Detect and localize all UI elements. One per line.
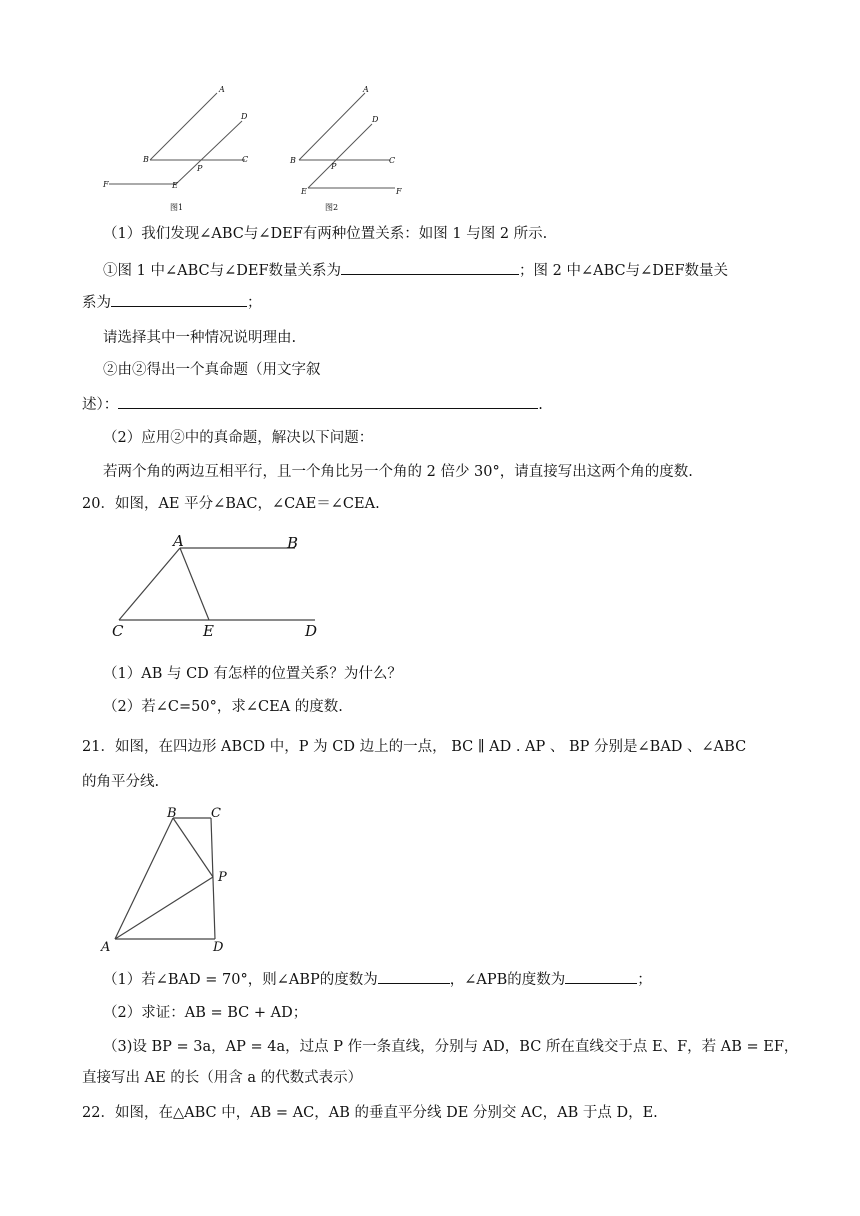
label-A: A bbox=[363, 85, 369, 94]
q19-problem: 若两个角的两边互相平行，且一个角比另一个角的 2 倍少 30°，请直接写出这两个角的度数. bbox=[103, 464, 693, 480]
label-C: C bbox=[112, 622, 124, 640]
figure-1 bbox=[95, 80, 265, 215]
q21-part3-cont: 直接写出 AE 的长（用含 a 的代数式表示） bbox=[82, 1070, 363, 1086]
q19-part2: ②由②得出一个真命题（用文字叙 bbox=[103, 362, 321, 378]
q19-text-c: 系为 bbox=[82, 295, 111, 311]
q19-part1: （1）我们发现∠ABC与∠DEF有两种位置关系：如图 1 与图 2 所示. bbox=[103, 226, 548, 242]
q19-text-a: ①图 1 中∠ABC与∠DEF数量关系为 bbox=[103, 263, 342, 279]
label-E: E bbox=[172, 181, 178, 190]
q19-application: （2）应用②中的真命题，解决以下问题： bbox=[103, 430, 374, 446]
q19-reason: 请选择其中一种情况说明理由. bbox=[103, 330, 297, 346]
q21-stem-line2: 的角平分线. bbox=[82, 774, 160, 790]
figure-1-caption: 图1 bbox=[170, 203, 184, 212]
label-C: C bbox=[242, 155, 249, 164]
q21-part3: （3)设 BP = 3a，AP = 4a，过点 P 作一条直线，分别与 AD，BC 所在直线交于点 E、F，若 AB = EF， bbox=[103, 1039, 799, 1055]
q19-text-b: ；图 2 中∠ABC与∠DEF数量关 bbox=[519, 263, 729, 279]
label-E: E bbox=[301, 187, 307, 196]
q21-part1 bbox=[103, 969, 652, 990]
q19-text-e: 述）： bbox=[82, 397, 119, 413]
label-D: D bbox=[241, 112, 248, 121]
label-F: F bbox=[396, 187, 402, 196]
q19-part2-line bbox=[82, 394, 543, 415]
q19-part1-line2 bbox=[82, 292, 262, 313]
label-F: F bbox=[103, 180, 109, 189]
label-B: B bbox=[287, 534, 299, 552]
label-E: E bbox=[203, 622, 214, 640]
label-D: D bbox=[213, 940, 224, 955]
answer-blank-2[interactable] bbox=[111, 292, 247, 307]
label-A: A bbox=[173, 532, 184, 550]
q21-text-c: ； bbox=[637, 972, 652, 988]
q19-part1-line1 bbox=[103, 260, 728, 281]
label-C: C bbox=[211, 806, 221, 821]
label-A: A bbox=[101, 940, 111, 955]
q20-stem: 20．如图，AE 平分∠BAC，∠CAE＝∠CEA. bbox=[82, 496, 380, 512]
label-P: P bbox=[218, 870, 227, 885]
label-D: D bbox=[372, 115, 379, 124]
q21-text-a: （1）若∠BAD = 70°，则∠ABP的度数为 bbox=[103, 972, 378, 988]
q20-part1: （1）AB 与 CD 有怎样的位置关系？为什么？ bbox=[103, 666, 402, 682]
q21-part2: （2）求证：AB = BC + AD； bbox=[103, 1005, 308, 1021]
label-C: C bbox=[389, 156, 396, 165]
q20-part2: （2）若∠C=50°，求∠CEA 的度数. bbox=[103, 699, 343, 715]
figure-2-caption: 图2 bbox=[325, 203, 339, 212]
figure-q21 bbox=[95, 805, 245, 955]
answer-blank-4[interactable] bbox=[378, 969, 450, 984]
label-D: D bbox=[305, 622, 318, 640]
answer-blank-1[interactable] bbox=[341, 260, 519, 275]
label-B: B bbox=[290, 156, 296, 165]
figure-q20 bbox=[105, 530, 335, 645]
q22-stem: 22．如图，在△ABC 中，AB = AC，AB 的垂直平分线 DE 分别交 AC，AB 于点 D，E. bbox=[82, 1105, 658, 1121]
q21-text-b: ，∠APB的度数为 bbox=[449, 972, 566, 988]
label-A: A bbox=[219, 85, 225, 94]
answer-blank-5[interactable] bbox=[565, 969, 637, 984]
label-P: P bbox=[197, 164, 203, 173]
label-B: B bbox=[167, 806, 177, 821]
figure-2 bbox=[285, 80, 415, 215]
label-P: P bbox=[331, 162, 337, 171]
q19-text-f: . bbox=[538, 397, 543, 413]
q19-text-d: ； bbox=[247, 295, 262, 311]
label-B: B bbox=[143, 155, 149, 164]
q21-stem-line1: 21．如图，在四边形 ABCD 中，P 为 CD 边上的一点， BC ∥ AD . AP 、 BP 分别是∠BAD 、∠ABC bbox=[82, 739, 747, 755]
answer-blank-3[interactable] bbox=[118, 394, 538, 409]
